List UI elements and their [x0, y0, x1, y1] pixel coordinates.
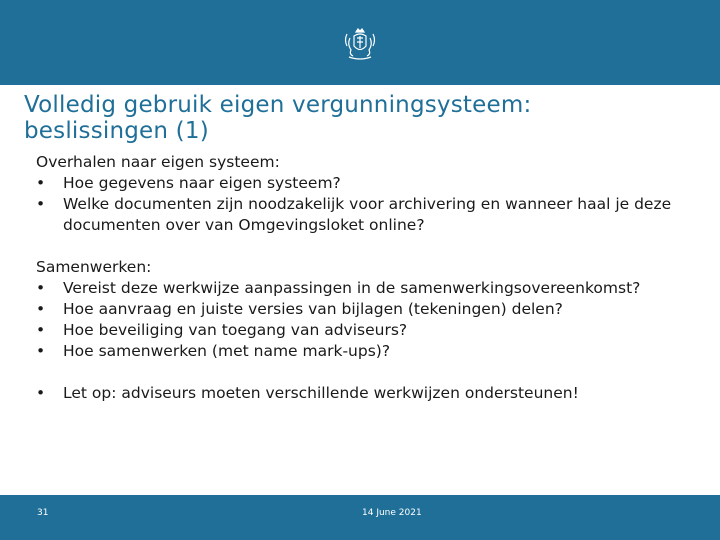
- slide-title-line-1: Volledig gebruik eigen vergunningsysteem:: [24, 92, 532, 118]
- bullet-list-overhalen: [36, 173, 696, 236]
- list-item: [36, 320, 696, 341]
- list-item: [36, 341, 696, 362]
- royal-coat-of-arms-icon: [341, 26, 379, 64]
- note-text: Let op: adviseurs moeten verschillende werkwijzen ondersteunen!: [63, 384, 579, 402]
- list-item-text: Vereist deze werkwijze aanpassingen in de samenwerkingsovereenkomst?: [63, 279, 641, 297]
- footer-date: 14 June 2021: [362, 508, 422, 518]
- section-heading-overhalen: Overhalen naar eigen systeem:: [36, 153, 280, 171]
- bullet-icon: •: [36, 300, 46, 318]
- list-item: [36, 173, 696, 194]
- list-item: [36, 194, 696, 236]
- section-heading-samenwerken: Samenwerken:: [36, 258, 152, 276]
- bullet-icon: •: [36, 384, 46, 402]
- list-item-text: Welke documenten zijn noodzakelijk voor archivering en wanneer haal je deze documenten over van Omgevingsloket online?: [63, 195, 672, 234]
- slide-body: [36, 152, 696, 404]
- spacer: [36, 236, 696, 257]
- footer-bar: [0, 495, 720, 540]
- list-item: [36, 383, 696, 404]
- bullet-icon: •: [36, 195, 46, 213]
- bullet-icon: •: [36, 174, 46, 192]
- page-number: 31: [37, 508, 49, 518]
- bullet-icon: •: [36, 279, 46, 297]
- list-item-text: Hoe samenwerken (met name mark-ups)?: [63, 342, 391, 360]
- slide-title-line-2: beslissingen (1): [24, 118, 209, 144]
- header-bar: [0, 0, 720, 85]
- bullet-icon: •: [36, 321, 46, 339]
- list-item-text: Hoe gegevens naar eigen systeem?: [63, 174, 341, 192]
- bullet-list-note: [36, 383, 696, 404]
- spacer: [36, 362, 696, 383]
- slide-title: [24, 92, 704, 144]
- list-item: [36, 278, 696, 299]
- list-item: [36, 299, 696, 320]
- list-item-text: Hoe beveiliging van toegang van adviseurs?: [63, 321, 408, 339]
- bullet-icon: •: [36, 342, 46, 360]
- list-item-text: Hoe aanvraag en juiste versies van bijlagen (tekeningen) delen?: [63, 300, 563, 318]
- bullet-list-samenwerken: [36, 278, 696, 362]
